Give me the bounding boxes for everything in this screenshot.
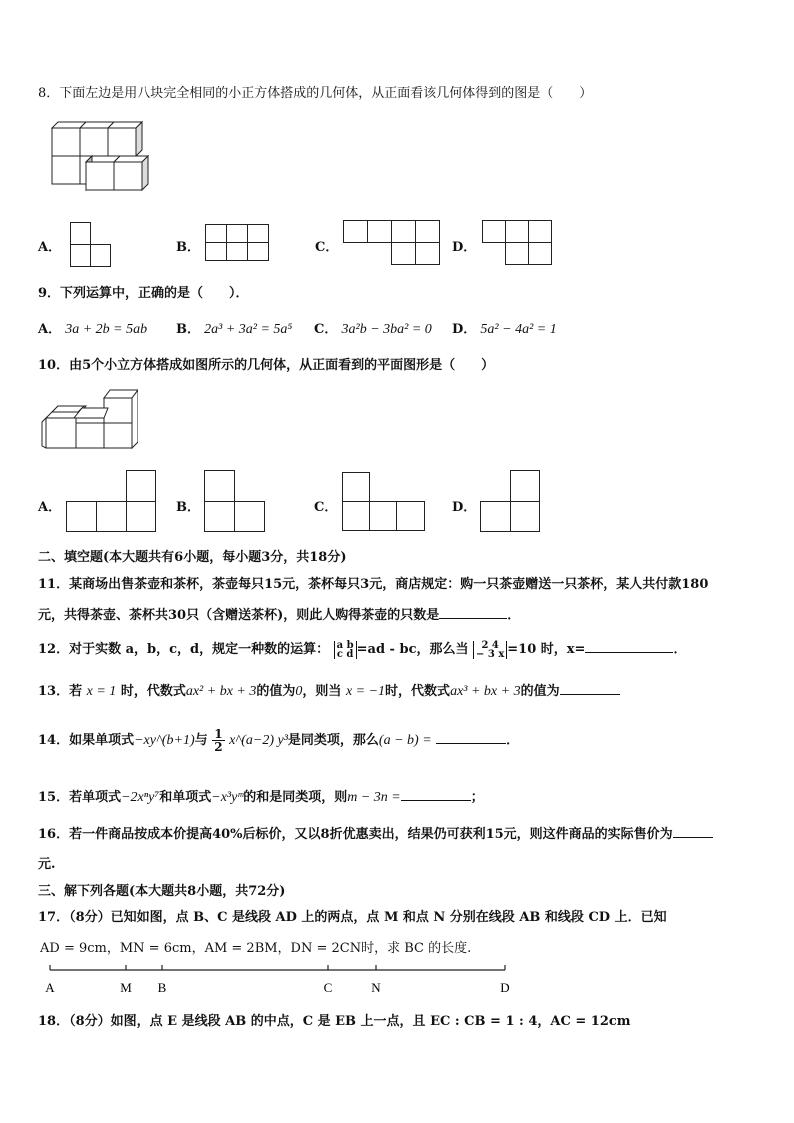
q16-answer-blank[interactable] — [673, 825, 713, 838]
q14-text-c: 是同类项，那么 — [287, 733, 379, 748]
point-label-n: N — [371, 980, 381, 995]
q11-text: 元，共得茶壶、茶杯共30只（含赠送茶杯)，则此人购得茶壶的只数是 — [38, 608, 440, 623]
q9-option-a-label: A． — [38, 322, 62, 337]
q13-text-b: 时，代数式 — [120, 684, 186, 699]
q14-text-a: 14．如果单项式 — [38, 733, 135, 748]
q9-option-d-expr: 5a² − 4a² = 1 — [480, 322, 557, 337]
q8-stem: 8．下面左边是用八块完全相同的小正方体搭成的几何体，从正面看该几何体得到的图是（ ） — [38, 86, 593, 101]
q13-text-f: 的值为 — [520, 684, 560, 699]
q12-text-b: =ad - bc，那么当 — [356, 642, 469, 657]
q17-line-1: 17．（8分）已知如图，点 B、C 是线段 AD 上的两点，点 M 和点 N 分别在线段 AB 和线段 CD 上．已知 — [38, 910, 667, 925]
q15-text-a: 15．若单项式 — [38, 790, 122, 805]
section-3-heading: 三、解下列各题(本大题共8小题，共72分) — [38, 884, 286, 899]
q10-stem: 10．由5个小立方体搭成如图所示的几何体，从正面看到的平面图形是（ ） — [38, 358, 495, 373]
q12-determinant-1 — [334, 641, 357, 659]
point-label-c: C — [323, 980, 333, 995]
q14-line — [38, 728, 519, 753]
q11-line-2 — [38, 604, 520, 623]
q9-stem: 9．下列运算中，正确的是（ ）． — [38, 286, 249, 301]
q9-option-b[interactable] — [176, 318, 292, 338]
point-label-d: D — [500, 980, 510, 995]
q8-option-b-label[interactable]: B． — [176, 240, 200, 255]
q16-line-1 — [38, 823, 713, 842]
q16-text: 16．若一件商品按成本价提高40%后标价，又以8折优惠卖出，结果仍可获利15元，则这件商品的实际售价为 — [38, 827, 673, 842]
q15-end: ； — [470, 790, 484, 805]
q16-line-2: 元. — [38, 857, 56, 872]
q12-det1-row1: a b — [336, 639, 354, 651]
q17-line-2: AD = 9cm，MN = 6cm，AM = 2BM，DN = 2CN时，求 BC 的长度. — [40, 941, 472, 956]
q18-line-1: 18．（8分）如图，点 E 是线段 AB 的中点，C 是 EB 上一点，且 EC : CB = 1 : 4，AC = 12cm — [38, 1014, 631, 1029]
q13-text-a: 13．若 — [38, 684, 83, 699]
cube-stack-3d-icon — [46, 120, 156, 200]
q9-option-c-expr: 3a²b − 3ba² = 0 — [341, 322, 432, 337]
q10-option-b-label[interactable]: B． — [176, 500, 200, 515]
q14-expr-2: x^(a−2) y³ — [229, 733, 288, 748]
q13-expr-4: x = −1 — [345, 684, 386, 699]
q13-text-c: 的值为 — [256, 684, 296, 699]
q14-end: ． — [506, 733, 520, 748]
q12-end: ． — [673, 642, 687, 657]
q9-option-a-expr: 3a + 2b = 5ab — [65, 322, 148, 337]
q14-fraction-numerator: 1 — [214, 727, 223, 741]
q12-det2-row2: − 3 x — [476, 648, 505, 660]
q12-answer-blank[interactable] — [585, 640, 673, 653]
q10-solid-figure — [38, 386, 138, 452]
q15-expr-1: −2xⁿy⁷ — [121, 790, 160, 805]
q9-option-c-label: C． — [314, 322, 338, 337]
point-label-b: B — [157, 980, 167, 995]
q10-option-d-label[interactable]: D． — [452, 500, 477, 515]
q9-option-b-expr: 2a³ + 3a² = 5a⁵ — [204, 322, 293, 337]
q13-line — [38, 680, 620, 700]
q9-option-c[interactable] — [314, 318, 432, 338]
q8-option-a-label[interactable]: A． — [38, 240, 62, 255]
q13-text-d: ，则当 — [302, 684, 342, 699]
q12-determinant-2 — [473, 641, 507, 659]
q13-expr-5: ax³ + bx + 3 — [450, 684, 521, 699]
q14-fraction-denominator: 2 — [214, 740, 223, 754]
q9-option-a[interactable] — [38, 318, 147, 338]
q10-option-a-label[interactable]: A． — [38, 500, 62, 515]
q11-answer-blank[interactable] — [439, 606, 507, 619]
q11-end: ． — [507, 608, 521, 623]
q13-expr-2: ax² + bx + 3 — [185, 684, 257, 699]
q15-expr-3: m − 3n = — [347, 790, 401, 805]
q13-answer-blank[interactable] — [560, 682, 620, 695]
q14-expr-1: −xy^(b+1) — [134, 733, 195, 748]
section-2-heading: 二、填空题(本大题共有6小题，每小题3分，共18分) — [38, 550, 347, 565]
q12-text-c: =10 时，x= — [507, 642, 586, 657]
q12-det2-row1: 2 4 — [481, 639, 499, 651]
cube-stack-3d-icon — [38, 386, 138, 452]
q8-option-d-label[interactable]: D． — [452, 240, 477, 255]
q11-line-1: 11．某商场出售茶壶和茶杯，茶壶每只15元，茶杯每只3元，商店规定：购一只茶壶赠送一只茶杯，某人共付款180 — [38, 577, 709, 592]
q9-option-d[interactable] — [452, 318, 557, 338]
q15-answer-blank[interactable] — [401, 788, 471, 801]
q14-answer-blank[interactable] — [436, 731, 506, 744]
q14-expr-3: (a − b) = — [378, 733, 432, 748]
q13-expr-1: x = 1 — [86, 684, 117, 699]
q13-expr-3: 0 — [295, 684, 303, 699]
q17-line-segment-figure — [40, 960, 520, 1000]
q9-option-d-label: D． — [452, 322, 477, 337]
q15-line — [38, 786, 484, 806]
q12-text-a: 12．对于实数 a，b，c，d，规定一种数的运算： — [38, 642, 330, 657]
q8-option-c-label[interactable]: C． — [315, 240, 339, 255]
q15-text-b: 和单项式 — [159, 790, 212, 805]
q9-option-b-label: B． — [176, 322, 200, 337]
q13-text-e: 时，代数式 — [385, 684, 451, 699]
q12-det1-row2: c d — [336, 648, 354, 660]
point-label-m: M — [120, 980, 132, 995]
q10-option-c-label[interactable]: C． — [314, 500, 338, 515]
point-label-a: A — [45, 980, 55, 995]
q12-line — [38, 638, 686, 659]
q14-fraction — [212, 728, 224, 753]
q15-expr-2: −x³yᵐ — [211, 790, 244, 805]
q14-text-b: 与 — [194, 733, 208, 748]
q8-solid-figure — [46, 120, 156, 200]
q15-text-c: 的和是同类项，则 — [243, 790, 348, 805]
